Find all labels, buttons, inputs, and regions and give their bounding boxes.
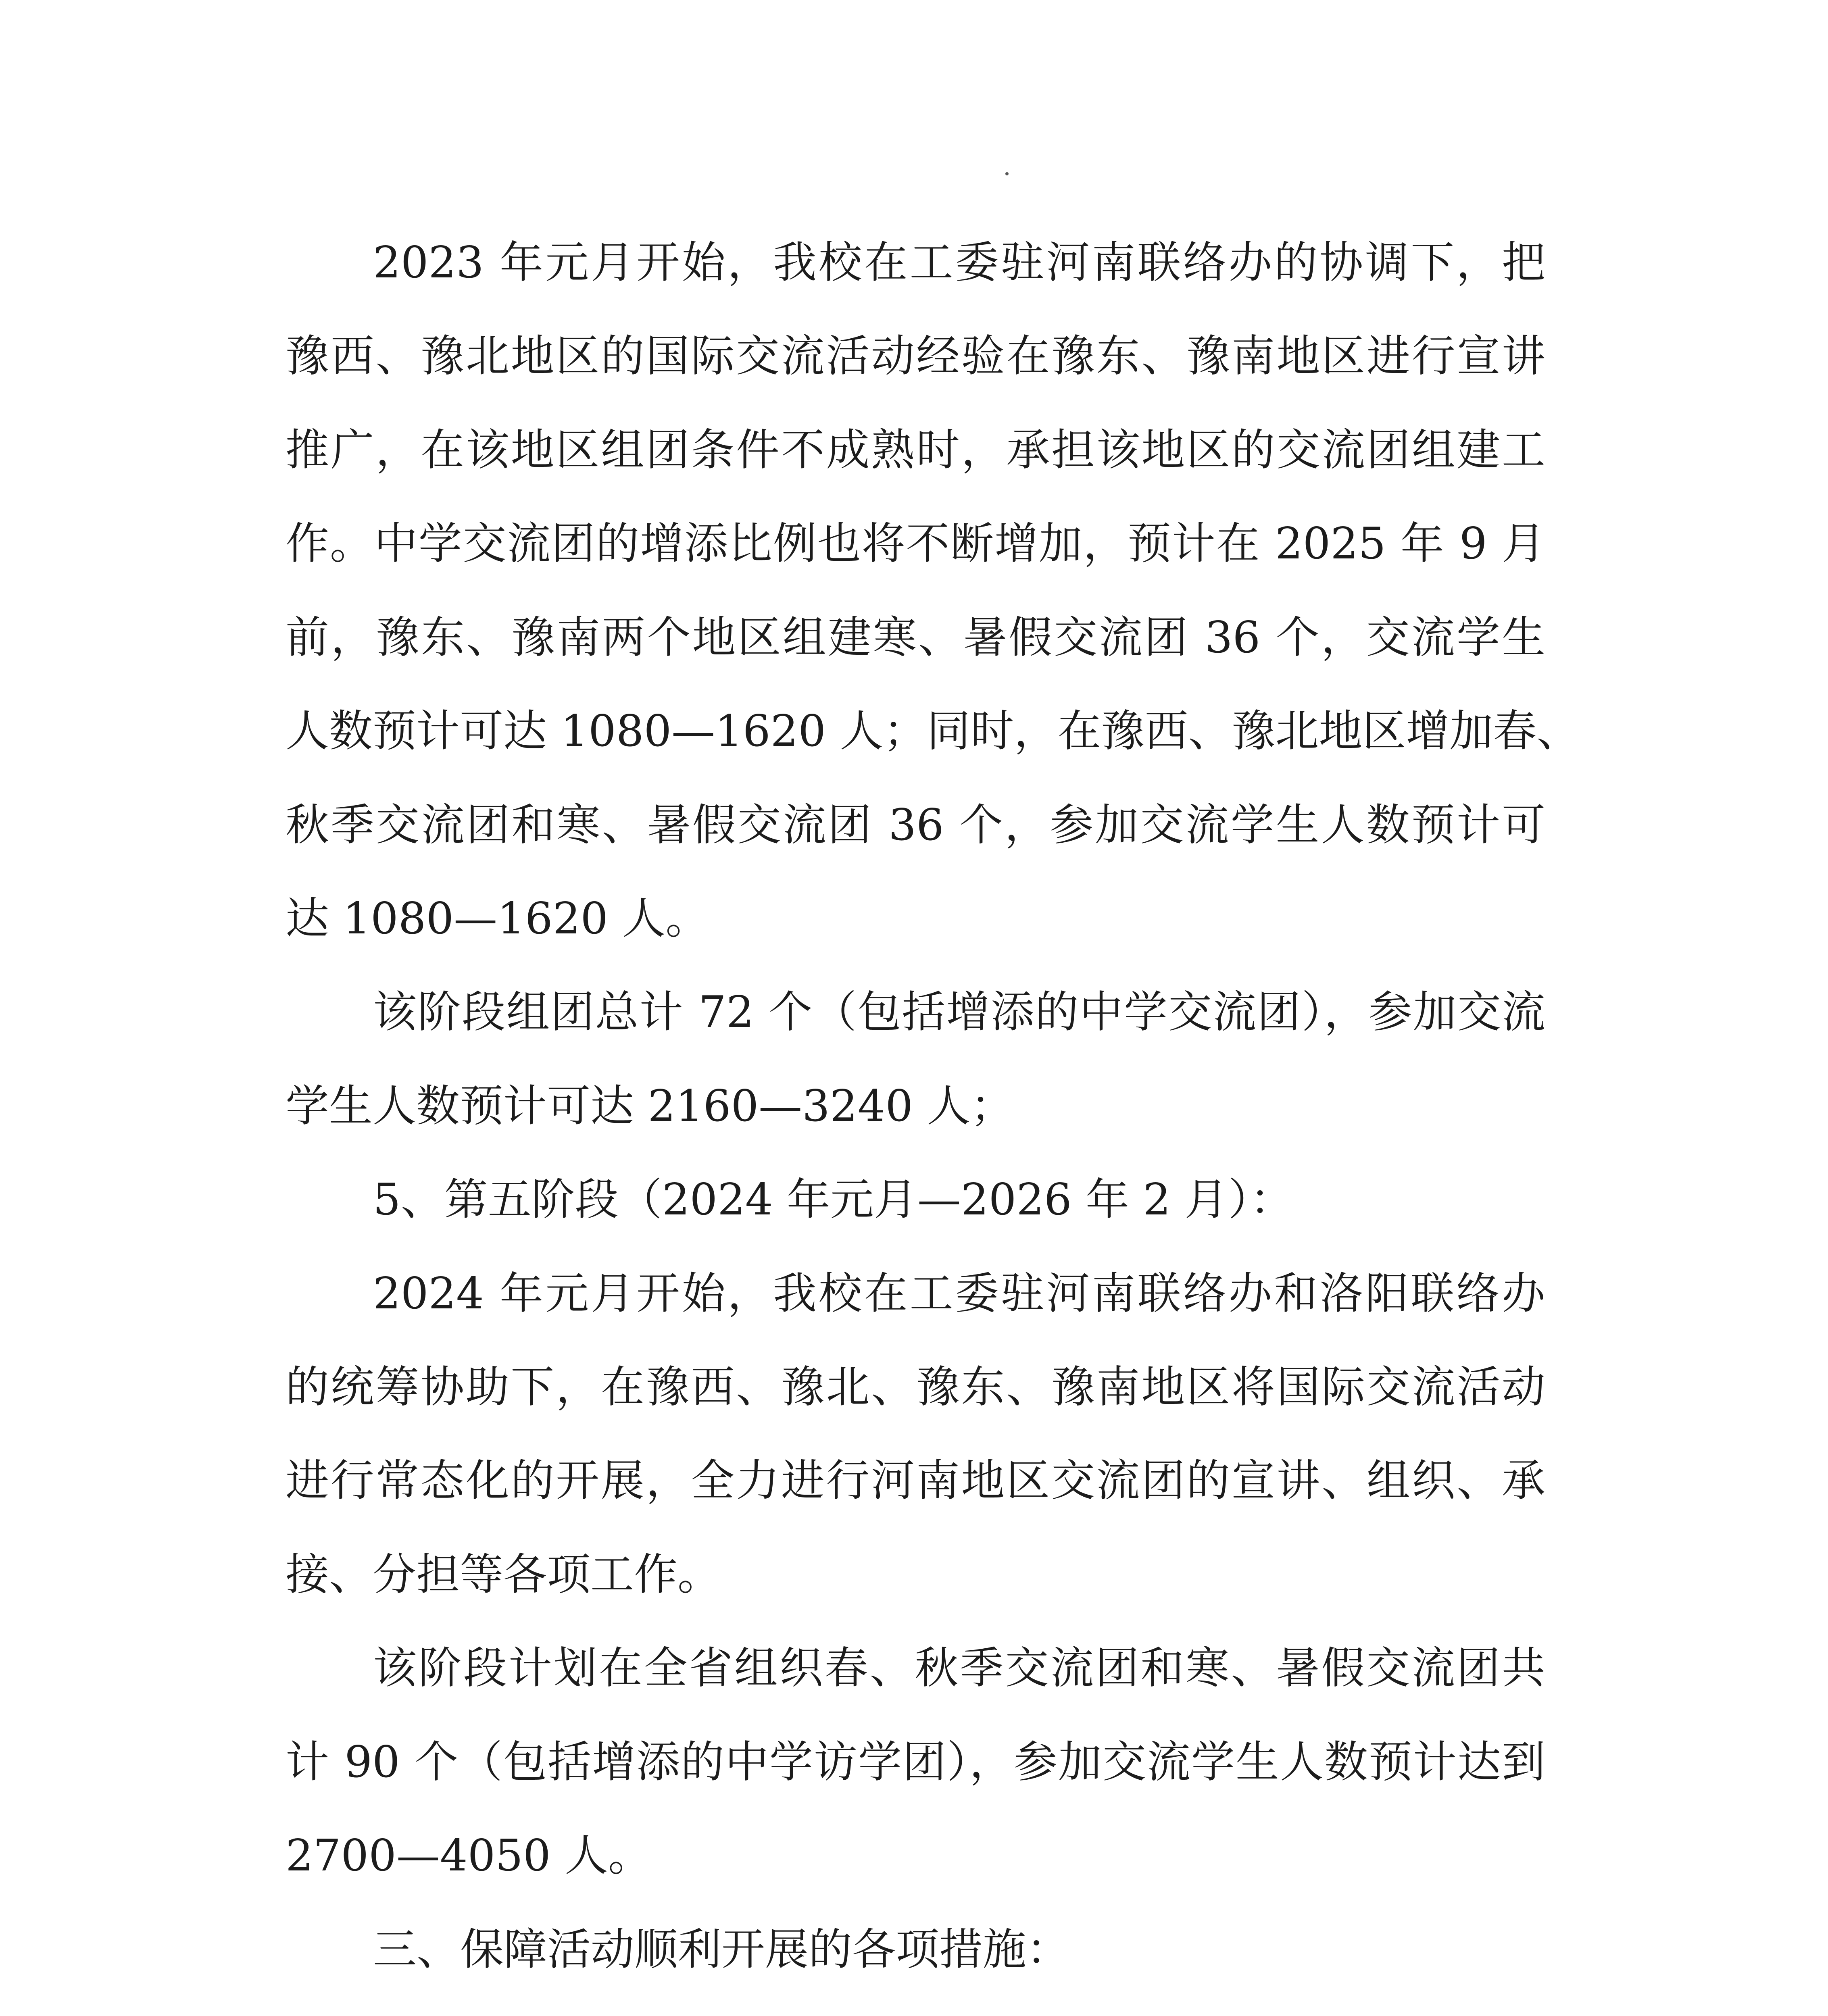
text-line: 计 90 个（包括增添的中学访学团），参加交流学生人数预计达到 bbox=[286, 1737, 1545, 1787]
text-line: 的统筹协助下，在豫西、豫北、豫东、豫南地区将国际交流活动 bbox=[286, 1362, 1545, 1412]
text-line: 前，豫东、豫南两个地区组建寒、暑假交流团 36 个，交流学生 bbox=[286, 612, 1545, 663]
text-line: 作。中学交流团的增添比例也将不断增加，预计在 2025 年 9 月 bbox=[286, 519, 1545, 569]
section-heading: 三、保障活动顺利开展的各项措施： bbox=[373, 1924, 1070, 1975]
text-line: 豫西、豫北地区的国际交流活动经验在豫东、豫南地区进行宣讲 bbox=[286, 331, 1545, 381]
text-line bbox=[373, 2011, 1545, 2016]
text-line: 推广，在该地区组团条件不成熟时，承担该地区的交流团组建工 bbox=[286, 425, 1545, 475]
text-line: 学生人数预计可达 2160—3240 人； bbox=[286, 1081, 1014, 1131]
text-line: 2700—4050 人。 bbox=[286, 1831, 652, 1881]
text-line: 接、分担等各项工作。 bbox=[286, 1549, 721, 1600]
text-line: 该阶段计划在全省组织春、秋季交流团和寒、暑假交流团共 bbox=[373, 1643, 1545, 1693]
text-line: 该阶段组团总计 72 个（包括增添的中学交流团），参加交流 bbox=[373, 987, 1545, 1037]
section-heading: 5、第五阶段（2024 年元月—2026 年 2 月）： bbox=[373, 1175, 1294, 1225]
scan-speck bbox=[1005, 172, 1009, 175]
text-line: 秋季交流团和寒、暑假交流团 36 个，参加交流学生人数预计可 bbox=[286, 800, 1545, 850]
text-line: 达 1080—1620 人。 bbox=[286, 893, 709, 944]
text-line: 2023 年元月开始，我校在工委驻河南联络办的协调下，把 bbox=[373, 237, 1545, 288]
text-line: 进行常态化的开展，全力进行河南地区交流团的宣讲、组织、承 bbox=[286, 1456, 1545, 1506]
text-line: 人数预计可达 1080—1620 人；同时，在豫西、豫北地区增加春、 bbox=[286, 706, 1580, 756]
text-line: 2024 年元月开始，我校在工委驻河南联络办和洛阳联络办 bbox=[373, 1268, 1545, 1319]
